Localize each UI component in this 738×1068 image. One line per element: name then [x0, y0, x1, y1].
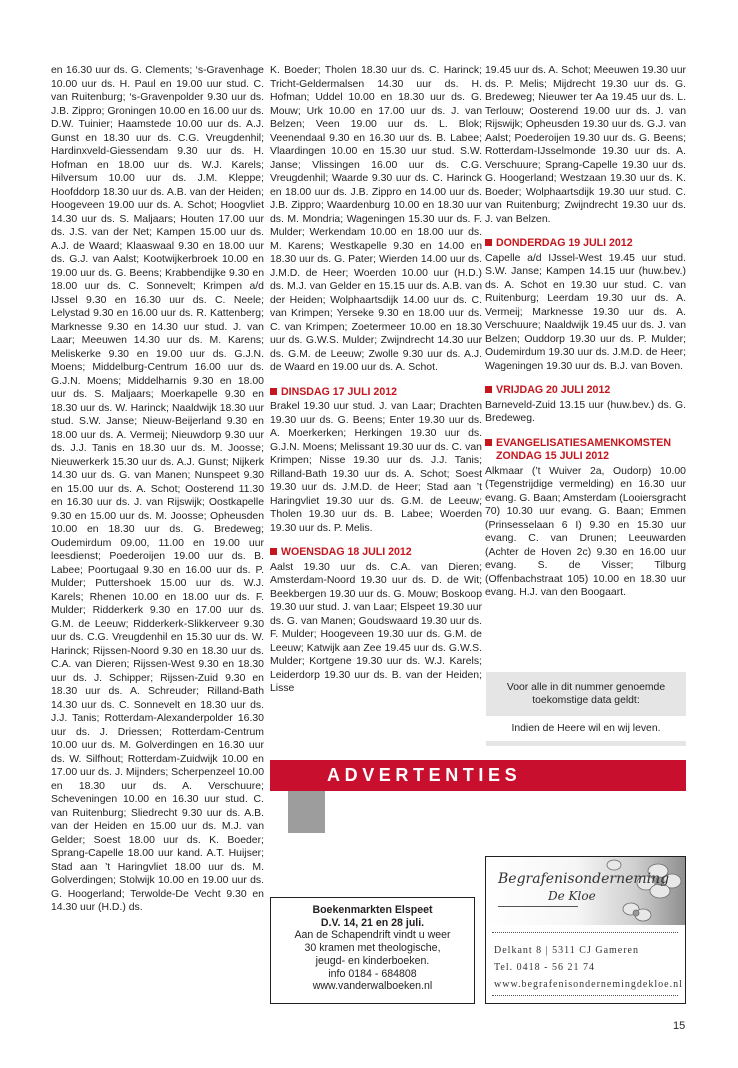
- funeral-name-line2: De Kloe: [548, 889, 596, 903]
- col3-paragraph-friday: Barneveld-Zuid 13.15 uur (huw.bev.) ds. G. Bredeweg.: [485, 399, 686, 424]
- banner-decor-gap: [270, 791, 288, 819]
- square-bullet-icon: [270, 548, 277, 555]
- heading-tuesday: DINSDAG 17 JULI 2012: [270, 386, 482, 400]
- page-number: 15: [673, 1020, 686, 1032]
- col3-paragraph-wednesday: 19.45 uur ds. A. Schot; Meeuwen 19.30 uur ds. P. Melis; Mijdrecht 19.30 uur ds. G. Bredeweg; Nieuwer ter Aa 19.45 uur ds. L. Terlouw; Oosterend 19.00 uur ds. J. van Rijswijk; Opheusden 19.30 uur ds. G.J. van Aalst; Poederoijen 19.30 uur ds. G. Beens; Rotterdam-IJsselmonde 19.30 uur ds. A. Verschuure; Sprang-Capelle 19.30 uur ds. G. Hoogerland; Westzaan 19.30 uur ds. K. Boeder; Wolphaartsdijk 19.30 uur stud. C. van Ruitenburg; Zwijndrecht 19.30 uur ds. J. van Belzen.: [485, 65, 686, 225]
- col2-paragraph-wednesday: Aalst 19.30 uur ds. C.A. van Dieren; Amsterdam-Noord 19.30 uur ds. D. de Wit; Beekbergen 19.30 uur ds. G. Mouw; Boskoop 19.30 uur stud. J. van Laar; Elspeet 19.30 uur ds. G. van Manen; Goudswaard 19.30 uur ds. F. Mulder; Hoogeveen 19.30 uur ds. G.M. de Leeuw; Katwijk aan Zee 19.45 uur ds. G.W.S. Mulder; Kortgene 19.30 uur ds. W.J. Karels; Leiderdorp 19.30 uur ds. B. van der Heiden; Lisse: [270, 561, 482, 694]
- funeral-contact: [494, 942, 683, 993]
- square-bullet-icon: [270, 388, 277, 395]
- book-ad-title: Boekenmarkten Elspeet: [312, 904, 433, 916]
- col2-paragraph-tuesday: Brakel 19.30 uur stud. J. van Laar; Drachten 19.30 uur ds. G. Beens; Enter 19.30 uur ds. A. Moerkerken; Herkingen 19.30 uur ds. G.J.N. Moens; Melissant 19.30 uur ds. C. van Krimpen; Nisse 19.30 uur ds. J.J. Tanis; Rilland-Bath 19.30 uur ds. A. Schot; Soest 19.30 uur ds. J.M.D. de Heer; Stad aan ’t Haringvliet 19.30 uur ds. G.M. de Leeuw; Tholen 19.30 uur ds. B. Labee; Woerden 19.30 uur ds. P. Melis.: [270, 401, 482, 534]
- book-ad-website: www.vanderwalboeken.nl: [312, 980, 433, 993]
- funeral-phone: Tel. 0418 - 56 21 74: [494, 962, 595, 973]
- notice-text: Voor alle in dit nummer genoemde toekomstige data geldt:: [506, 682, 666, 707]
- heading-thursday: DONDERDAG 19 JULI 2012: [485, 237, 686, 251]
- heading-wednesday: WOENSDAG 18 JULI 2012: [270, 546, 482, 560]
- square-bullet-icon: [485, 439, 492, 446]
- col3-paragraph-evangelisation: Alkmaar (’t Wuiver 2a, Oudorp) 10.00 (Tegenstrijdige vermelding) en 16.30 uur evang. G. Baan; Amsterdam (Looiersgracht 70) 10.30 uur evang. G. Baan; Emmen (Prinsesselaan 6 I) 9.30 en 15.30 uur evang. C. van Drunen; Leeuwarden (Achter de Hoven 2c) 9.30 en 16.00 uur evang. S. de Visser; Tilburg (Offenbachstraat 105) 10.00 en 18.30 uur evang. H.J. van den Boogaart.: [485, 465, 686, 598]
- square-bullet-icon: [485, 239, 492, 246]
- banner-decor-block: [288, 791, 325, 833]
- divider: [492, 932, 678, 933]
- heading-friday: VRIJDAG 20 JULI 2012: [485, 384, 686, 398]
- funeral-name-line1: Begrafenisonderneming: [498, 871, 670, 887]
- funeral-address: Delkant 8 | 5311 CJ Gameren: [494, 945, 639, 956]
- book-ad-dates: D.V. 14, 21 en 28 juli.: [320, 916, 425, 929]
- column-3: [485, 64, 686, 600]
- funeral-website: www.begrafenisondernemingdekloe.nl: [494, 979, 683, 990]
- divider: [492, 995, 678, 996]
- heading-evangelisation: EVANGELISATIESAMENKOMSTEN ZONDAG 15 JULI 2012: [485, 437, 686, 464]
- advertenties-title: ADVERTENTIES: [327, 765, 522, 785]
- notice-box: [486, 672, 686, 746]
- funeral-ad: [485, 856, 686, 1004]
- col3-paragraph-thursday: Capelle a/d IJssel-West 19.45 uur stud. S.W. Janse; Kampen 14.15 uur (huw.bev.) ds. A. Schot en 19.30 uur stud. C. van Ruitenburg; Leerdam 19.30 uur ds. A. Vermeij; Marknesse 19.30 uur ds. A. Verschuure; Naaldwijk 19.45 uur ds. J. van Belzen; Ouddorp 19.30 uur ds. P. Mulder; Oudemirdum 19.30 uur ds. J.M.D. de Heer; Wageningen 19.30 uur ds. B.J. van Boven.: [485, 252, 686, 372]
- col2-paragraph-sunday: K. Boeder; Tholen 18.30 uur ds. C. Harinck; Tricht-Geldermalsen 14.30 uur ds. H. Hofman; Uddel 10.00 en 18.30 uur ds. G. Mouw; Urk 10.00 en 17.00 uur ds. J. van Belzen; Veen 19.00 uur ds. L. Blok; Veenendaal 9.30 en 16.30 uur ds. B. Labee; Vlaardingen 10.00 en 15.30 uur stud. S.W. Janse; Vlissingen 16.00 uur ds. C.G. Vreugdenhil; Waarde 9.30 uur ds. C. Harinck en 18.00 uur ds. J.B. Zippro en 14.00 uur ds. J.B. Zippro; Waardenburg 10.00 en 18.30 uur ds. M. Mondria; Wageningen 15.30 uur ds. F. Mulder; Werkendam 10.00 en 18.00 uur ds. M. Karens; Westkapelle 9.30 en 14.00 en 18.30 uur ds. G. Pater; Wierden 14.00 uur ds. J.M.D. de Heer; Woerden 10.00 uur (H.D.) ds. M.J. van Gelder en 15.15 uur ds. A.B. van der Heiden; Wolphaartsdijk 14.00 uur ds. C. van Krimpen; Yerseke 9.30 en 18.00 uur ds. C. van Krimpen; Zoetermeer 10.00 en 18.30 uur ds. G.W.S. Mulder; Zwijndrecht 14.30 uur ds. G.M. de Leeuw; Zwolle 9.30 uur ds. A.J. de Waard en 19.00 uur ds. A. Schot.: [270, 65, 482, 373]
- flower-photo: [486, 857, 685, 925]
- notice-highlight: Indien de Heere wil en wij leven.: [486, 716, 686, 741]
- column-2: [270, 64, 482, 696]
- square-bullet-icon: [485, 386, 492, 393]
- col1-paragraph: en 16.30 uur ds. G. Clements; ‘s-Gravenhage 10.00 uur ds. H. Paul en 19.00 uur stud. C. van Ruitenburg; ‘s-Gravenpolder 9.30 uur ds. J.B. Zippro; Groningen 10.00 en 16.00 uur ds. D.W. Tuinier; Haamstede 10.00 uur ds. A.J. Gunst en 18.30 uur ds. C.G. Vreugdenhil; Hardinxveld-Giessendam 9.30 uur ds. H. Hofman en 18.00 uur ds. W.J. Karels; Hilversum 10.00 uur ds. J.M. Kleppe; Hoofddorp 18.30 uur ds. A.B. van der Heiden; Hoogeveen 19.00 uur ds. A. Schot; Hoogvliet 14.30 uur ds. S. Maljaars; Houten 17.00 uur ds. J.S. van der Net; Kampen 15.00 uur ds. A.J. de Waard; Klaaswaal 9.30 en 18.00 uur ds. G.J. van Aalst; Kootwijkerbroek 10.00 en 19.00 uur ds. G. Beens; Krabbendijke 9.30 en 18.00 uur ds. C. Sonnevelt; Krimpen a/d IJssel 9.30 en 16.30 uur ds. C. Neele; Lelystad 9.30 en 16.00 uur ds. R. Kattenberg; Marknesse 9.30 en 14.30 uur stud. J. van Laar; Meeuwen 14.30 uur ds. M. Karens; Meliskerke 9.30 en 19.00 uur ds. G.J.N. Moens; Middelburg-Centrum 16.00 uur ds. G.J.N. Moens; Middelharnis 9.30 en 18.00 uur ds. S. Maljaars; Moerkapelle 9.30 en 18.30 uur ds. W. Harinck; Naaldwijk 18.30 uur stud. S.W. Janse; Nieuw-Beijerland 9.30 en 18.00 uur ds. A. Vermeij; Nieuwdorp 9.30 uur ds. J.J. Tanis en 18.30 uur ds. M. Joosse; Nieuwerkerk 15.30 uur ds. A.J. Gunst; Nijkerk 14.30 uur ds. G. van Manen; Nunspeet 9.30 en 15.00 uur ds. A. Schot; Oosterend 11.30 en 16.30 uur ds. J. van Rijswijk; Oostkapelle 9.30 en 15.00 uur ds. M. Joosse; Opheusden 10.00 en 18.30 uur ds. G. Bredeweg; Oudemirdum 09.00, 11.00 en 19.00 uur leesdienst; Poederoijen 19.00 uur ds. B. Labee; Poortugaal 9.30 en 16.00 uur ds. P. Mulder; Puttershoek 15.00 uur ds. W.J. Karels; Rhenen 10.00 en 18.00 uur ds. F. Mulder; Ridderkerk 9.30 en 17.00 uur ds. G.M. de Leeuw; Ridderkerk-Slikkerveer 9.30 uur ds. C.G. Vreugdenhil en 15.30 uur ds. W. Harinck; Rijssen-Noord 9.30 en 18.30 uur ds. C.A. van Dieren; Rijssen-West 9.30 en 18.30 uur ds. J. Schipper; Rijssen-Zuid 9.30 en 18.30 uur ds. A. Schreuder; Rilland-Bath 14.30 uur ds. C. Sonnevelt en 18.30 uur ds. J.J. Tanis; Rotterdam-Alexanderpolder 16.30 uur ds. J. Driessen; Rotterdam-Centrum 10.00 uur ds. M. Golverdingen en 16.30 uur ds. W. Silfhout; Rotterdam-Zuidwijk 10.00 en 17.00 uur ds. J. Mijnders; Scherpenzeel 10.00 en 18.30 uur ds. A. Verschuure; Scheveningen 10.00 en 16.30 uur stud. C. van Ruitenburg; Sliedrecht 9.30 uur ds. A.B. van der Heiden en 15.00 uur ds. M.J. van Gelder; Soest 18.00 uur ds. K. Boeder; Sprang-Capelle 18.00 uur kand. A.T. Huijser; Stad aan ’t Haringvliet 18.00 uur ds. M. Golverdingen; Stolwijk 10.00 en 19.00 uur ds. G. Hoogerland; Terwolde-De Vecht 9.30 en 14.30 uur (H.D.) ds.: [51, 65, 264, 913]
- book-market-ad: Boekenmarkten Elspeet D.V. 14, 21 en 28 juli. Aan de Schapendrift vindt u weer 30 kramen met theologische, jeugd- en kinderboeken. info 0184 - 684808 www.vanderwalboeken.nl: [270, 897, 475, 1004]
- column-1: [51, 64, 264, 915]
- divider: [498, 906, 578, 907]
